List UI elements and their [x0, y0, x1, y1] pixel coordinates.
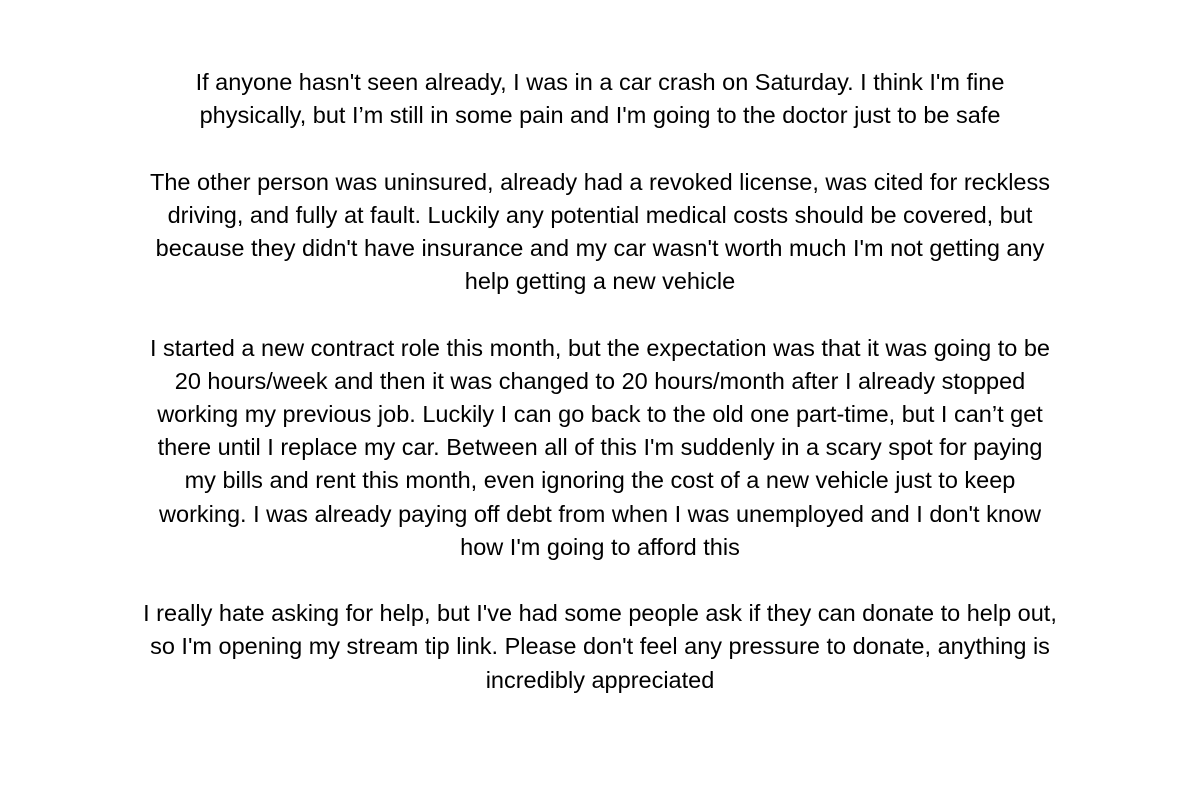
text-line: working my previous job. Luckily I can go back to the old one part-time, but I can’t get — [157, 401, 1043, 427]
text-line: so I'm opening my stream tip link. Please don't feel any pressure to donate, anything is — [150, 633, 1050, 660]
text-line: incredibly appreciated — [485, 666, 715, 693]
text-line: physically, but I’m still in some pain and I'm going to the doctor just to be safe — [199, 102, 1001, 129]
text-line: how I'm going to afford this — [460, 533, 740, 560]
text-line: my bills and rent this month, even ignoring the cost of a new vehicle just to keep — [184, 467, 1016, 494]
paragraph-crash-intro — [0, 66, 1200, 132]
text-line: I started a new contract role this month, but the expectation was that it was going to be — [149, 334, 1051, 361]
text-line: I really hate asking for help, but I've had some people ask if they can donate to help out, — [143, 600, 1057, 627]
text-line: If anyone hasn't seen already, I was in a car crash on Saturday. I think I'm fine — [195, 69, 1005, 95]
text-line: there until I replace my car. Between all of this I'm suddenly in a scary spot for paying — [157, 434, 1043, 461]
paragraph-donation-request — [0, 597, 1200, 697]
text-line: help getting a new vehicle — [464, 268, 736, 295]
text-line: The other person was uninsured, already had a revoked license, was cited for reckless — [150, 168, 1050, 195]
text-line: because they didn't have insurance and my car wasn't worth much I'm not getting any — [155, 235, 1045, 261]
text-line: driving, and fully at fault. Luckily any potential medical costs should be covered, but — [167, 201, 1033, 228]
document-body — [0, 66, 1200, 730]
text-line: working. I was already paying off debt from when I was unemployed and I don't know — [159, 500, 1041, 527]
paragraph-job-situation — [0, 332, 1200, 564]
text-line: 20 hours/week and then it was changed to 20 hours/month after I already stopped — [174, 367, 1026, 394]
paragraph-other-driver — [0, 166, 1200, 299]
